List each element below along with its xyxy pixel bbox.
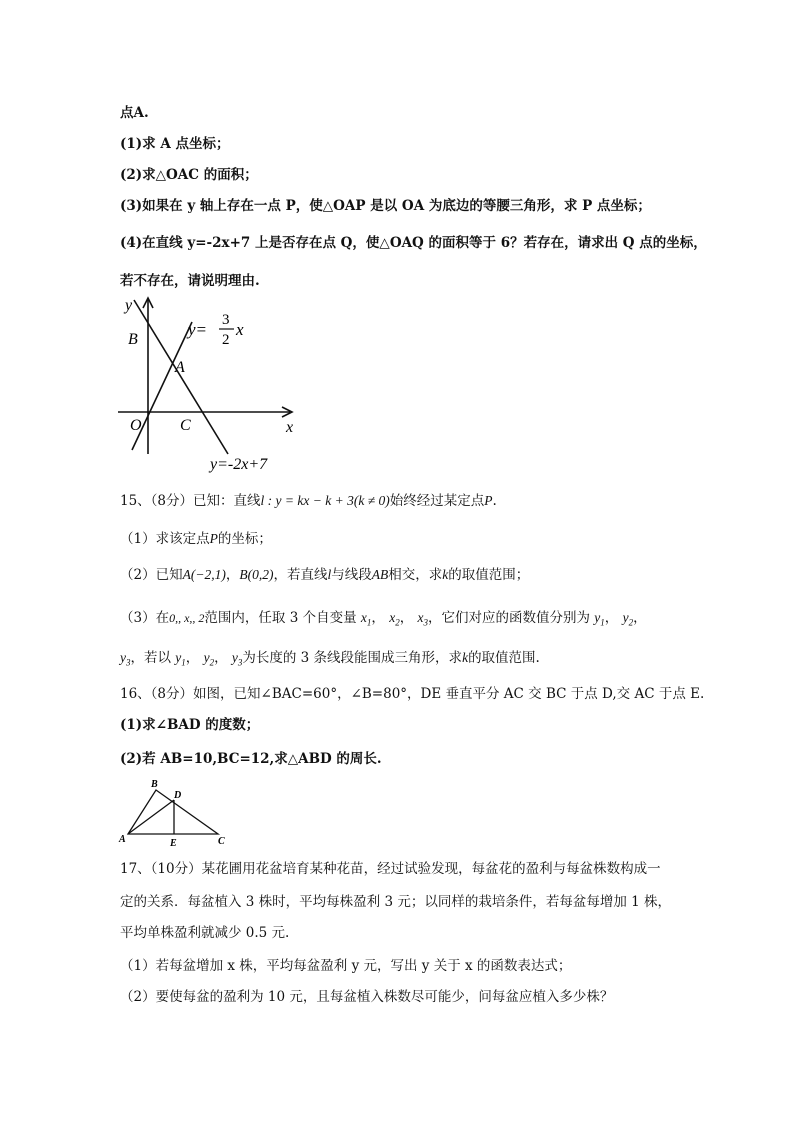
q17-line-3: 平均单株盈利就减少 0.5 元. xyxy=(120,925,290,941)
q15-part-1-post: 的坐标； xyxy=(217,531,272,547)
q15-point-A: A(−2,1) xyxy=(182,567,226,582)
q15-AB: AB xyxy=(371,567,389,582)
label-O: O xyxy=(130,417,142,434)
q15-part-3-pre: （3）在 xyxy=(120,610,170,626)
label-B: B xyxy=(128,331,138,348)
q15-part-3-line2 xyxy=(120,649,540,672)
y2: $y_2$ xyxy=(622,610,634,628)
x2: $x_2$ xyxy=(389,610,400,628)
q14-coordinate-figure xyxy=(112,292,312,477)
q14-continuation: 点A. xyxy=(120,105,149,121)
y3: $y_3$ xyxy=(120,650,131,668)
y1: $y_1$ xyxy=(175,650,186,668)
y3: $y_3$ xyxy=(231,650,243,668)
label-C: C xyxy=(180,417,191,434)
equation-2: y=-2x+7 xyxy=(210,456,268,473)
comma: ， xyxy=(371,610,385,626)
q14-part-1: (1)求 A 点坐标； xyxy=(120,136,230,152)
q15-part-3-mid: 范围内，任取 3 个自变量 xyxy=(204,610,357,626)
label-A: A xyxy=(175,359,185,376)
comma: ， xyxy=(399,610,414,626)
q15-k: k xyxy=(462,650,469,665)
comma: ， xyxy=(604,610,619,626)
q16-header: 16、（8分）如图，已知∠BAC=60°，∠B=80°，DE 垂直平分 AC 交 BC 于点 D,交 AC 于点 E. xyxy=(120,686,705,702)
label-A: A xyxy=(119,834,126,845)
triangle-ABC xyxy=(128,790,218,834)
q15-header-pre: 15、（8分）已知：直线 xyxy=(120,493,261,509)
q16-triangle-figure xyxy=(118,776,230,850)
q14-part-3: (3)如果在 y 轴上存在一点 P，使△OAP 是以 OA 为底边的等腰三角形，求 P 点坐标； xyxy=(120,198,651,214)
x1: $x_1$ xyxy=(360,610,372,628)
label-D: D xyxy=(174,790,182,801)
q15-part-2-pre: （2）已知 xyxy=(120,567,183,583)
comma: ， xyxy=(633,610,647,626)
q17-line-2: 定的关系．每盆植入 3 株时，平均每株盈利 3 元；以同样的栽培条件，若每盆每增加 1 株， xyxy=(120,894,672,910)
q15-point-B: B(0,2) xyxy=(239,567,274,582)
q15-part-1 xyxy=(120,530,272,548)
q15-l: l xyxy=(327,567,332,582)
q16-part-2: (2)若 AB=10,BC=12,求△ABD 的周长. xyxy=(120,751,382,767)
q15-part-3-end: 的取值范围. xyxy=(468,650,540,666)
q15-header-post: 始终经过某定点 xyxy=(389,493,485,509)
q14-part-4-line1: (4)在直线 y=-2x+7 上是否存在点 Q，使△OAQ 的面积等于 6？若存在，请求出 Q 点的坐标， xyxy=(120,235,707,251)
q15-part-3-mid2: ，它们对应的函数值分别为 xyxy=(427,610,590,626)
equation-1-variable: x xyxy=(236,320,244,339)
q15-part-3-if: ，若以 xyxy=(130,650,171,666)
comma: ， xyxy=(214,650,228,666)
segment-AD xyxy=(128,800,174,834)
q15-part-2-mid2: 与线段 xyxy=(331,567,372,583)
q15-range: 0,, x,, 2 xyxy=(169,611,205,625)
equation-1-lhs: y= xyxy=(188,320,208,339)
q15-part-2-mid1: ，若直线 xyxy=(273,567,328,583)
equation-1-denominator: 2 xyxy=(222,332,230,348)
x3: $x_3$ xyxy=(417,610,428,628)
q14-part-4-line2: 若不存在，请说明理由. xyxy=(120,273,260,289)
y1: $y_1$ xyxy=(594,610,605,628)
q15-line-equation: l : y = kx − k + 3(k ≠ 0) xyxy=(260,493,390,508)
q15-part-2-post: 的取值范围； xyxy=(448,567,530,583)
q15-part-3-post: 为长度的 3 条线段能围成三角形，求 xyxy=(242,650,463,666)
q15-header xyxy=(120,492,497,510)
label-E: E xyxy=(170,838,177,849)
y2: $y_2$ xyxy=(203,650,215,668)
q17-line-1: 17、（10分）某花圃用花盆培育某种花苗，经过试验发现，每盆花的盈利与每盆株数构成一 xyxy=(120,861,661,877)
q15-k: k xyxy=(442,567,449,582)
q15-period: . xyxy=(492,493,497,509)
q15-part-1-P: P xyxy=(209,531,218,546)
q16-part-1: (1)求∠BAD 的度数； xyxy=(120,717,260,733)
label-x-axis: x xyxy=(286,419,294,436)
q17-part-2: （2）要使每盆的盈利为 10 元，且每盆植入株数尽可能少，问每盆应植入多少株？ xyxy=(120,989,614,1005)
q15-part-1-pre: （1）求该定点 xyxy=(120,531,210,547)
label-C: C xyxy=(218,836,225,847)
q14-part-2: (2)求△OAC 的面积； xyxy=(120,167,258,183)
q17-part-1: （1）若每盆增加 x 株，平均每盆盈利 y 元，写出 y 关于 x 的函数表达式； xyxy=(120,958,572,974)
q15-part-2-mid3: 相交，求 xyxy=(388,567,443,583)
comma: ， xyxy=(185,650,200,666)
label-B: B xyxy=(151,779,158,790)
q15-point-P: P xyxy=(484,493,493,508)
label-y-axis: y xyxy=(125,297,133,314)
comma: ， xyxy=(225,567,240,583)
q15-part-3-line1 xyxy=(120,609,647,632)
equation-1-numerator: 3 xyxy=(222,312,230,328)
q15-part-2 xyxy=(120,566,529,584)
